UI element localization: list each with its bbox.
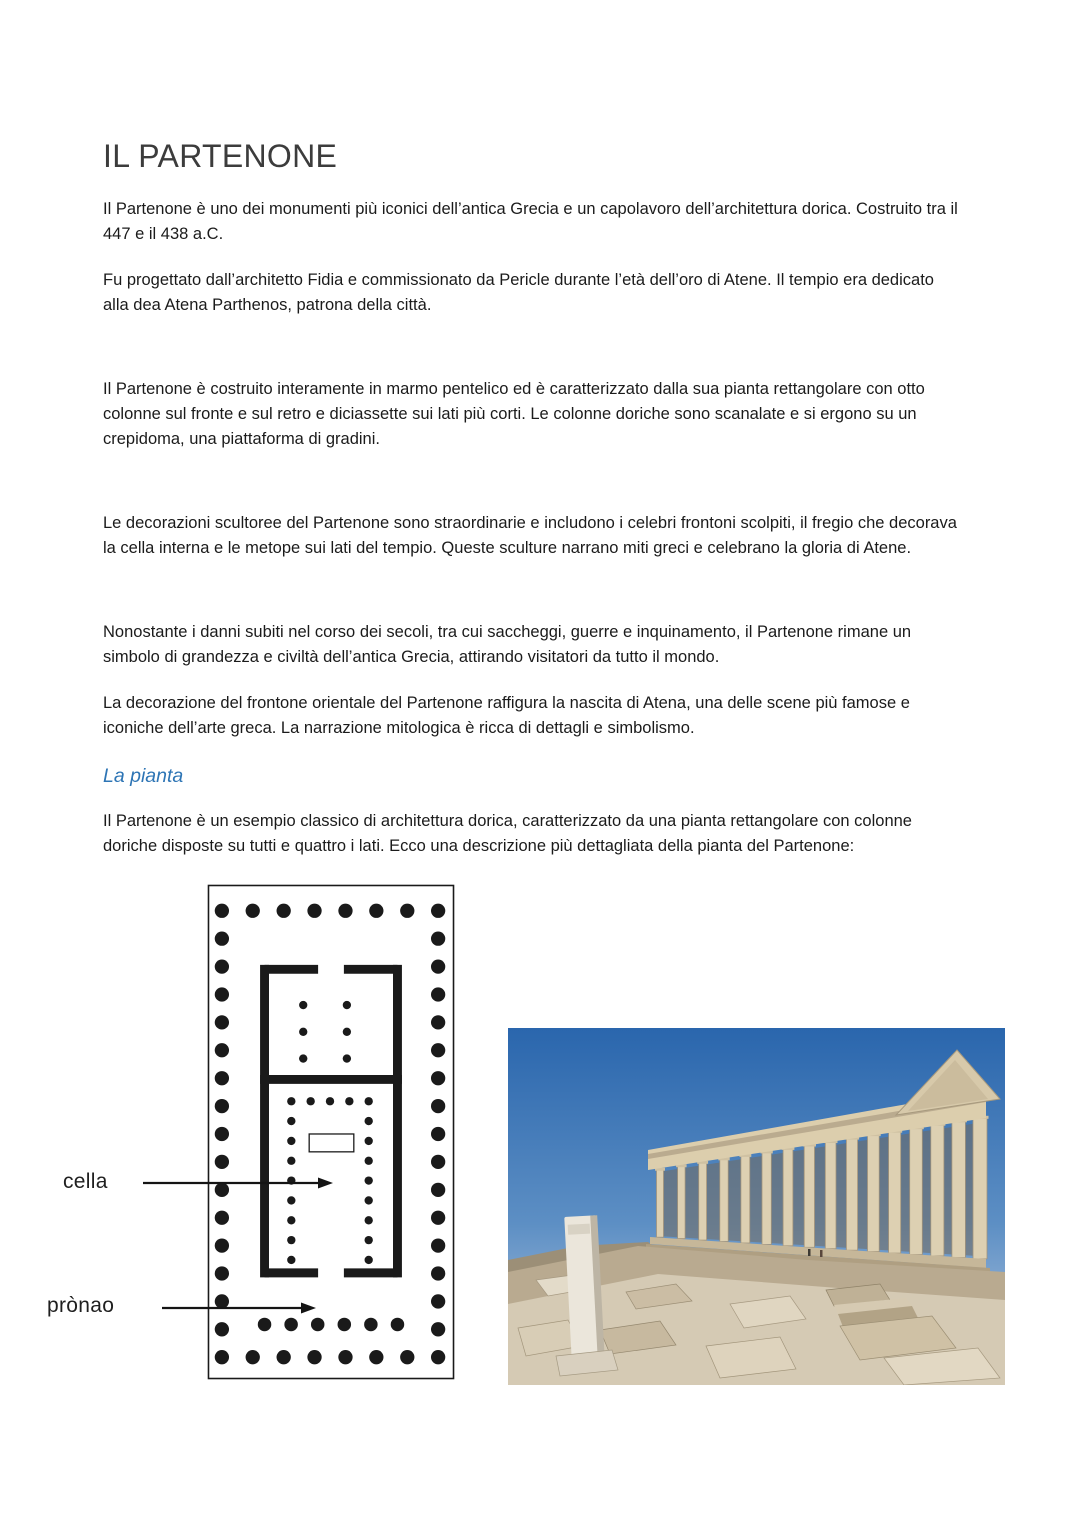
paragraph: Il Partenone è uno dei monumenti più iconici dell’antica Grecia e un capolavoro dell’architettura dorica. Costruito tra il 447 e il 438 a.C. bbox=[103, 200, 958, 243]
document-content bbox=[47, 0, 963, 1395]
figures-row bbox=[0, 880, 1080, 1395]
plan-label-cella: cella bbox=[63, 1170, 108, 1193]
plan-label-pronao: prònao bbox=[47, 1294, 115, 1317]
page-title: IL PARTENONE bbox=[103, 138, 338, 174]
paragraph: Il Partenone è costruito interamente in marmo pentelico ed è caratterizzato dalla sua pianta rettangolare con otto colonne sul fronte e sul retro e diciassette sui lati più corti. Le colonne doriche sono scanalate e si ergono su un crepidoma, una piattaforma di gradini. bbox=[103, 380, 925, 448]
paragraph: Nonostante i danni subiti nel corso dei secoli, tra cui saccheggi, guerre e inquinamento, il Partenone rimane un simbolo di grandezza e civiltà dell’antica Grecia, attirando visitatori da tutto il mondo. bbox=[103, 623, 912, 666]
paragraph: Fu progettato dall’architetto Fidia e commissionato da Pericle durante l’età dell’oro di Atene. Il tempio era dedicato alla dea Atena Parthenos, patrona della città. bbox=[103, 271, 934, 314]
section-heading-la-pianta: La pianta bbox=[103, 765, 184, 787]
parthenon-photo bbox=[508, 1028, 1005, 1385]
parthenon-floor-plan-image bbox=[207, 882, 455, 1382]
paragraph: Il Partenone è un esempio classico di architettura dorica, caratterizzato da una pianta rettangolare con colonne doriche disposte su tutti e quattro i lati. Ecco una descrizione più dettagliata della pianta del Partenone: bbox=[103, 812, 912, 855]
paragraph: La decorazione del frontone orientale del Partenone raffigura la nascita di Atena, una delle scene più famose e iconiche dell’arte greca. La narrazione mitologica è ricca di dettagli e simbolismo. bbox=[103, 694, 910, 737]
paragraph: Le decorazioni scultoree del Partenone sono straordinarie e includono i celebri frontoni scolpiti, il fregio che decorava la cella interna e le metope sui lati del tempio. Queste sculture narrano miti greci e celebrano la gloria di Atene. bbox=[103, 514, 957, 557]
